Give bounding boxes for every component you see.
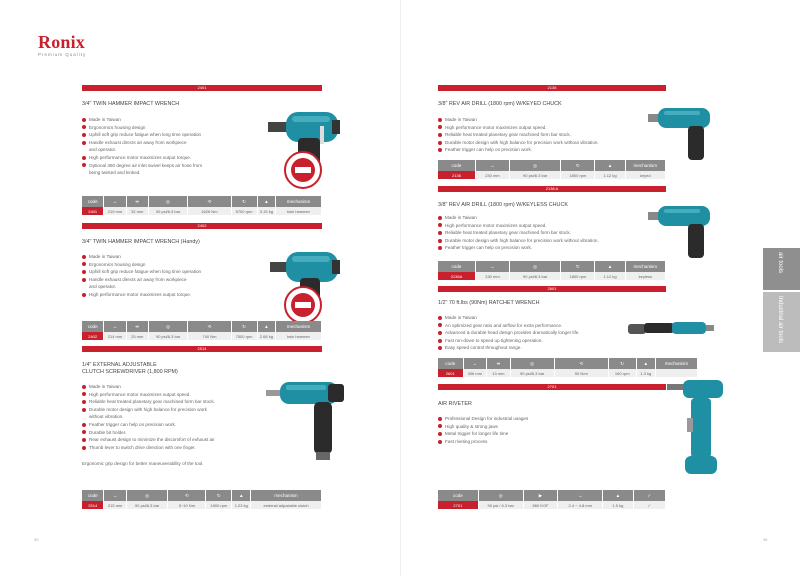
spec-code: 2514 (82, 501, 104, 509)
spec-torque: 5~10 Nm (168, 501, 206, 509)
feature-item: and operator. (89, 147, 117, 153)
feature-item: Handle exhaust directs air away from workpiece (82, 276, 257, 284)
air-pressure-icon: ◎ (510, 358, 554, 369)
spec-weight: 1.12 kg (595, 171, 625, 179)
drive-size-icon: ⇹ (487, 358, 511, 369)
rivet-size-icon: ↔ (558, 490, 603, 501)
feature-list-2402 (82, 253, 257, 299)
feature-list-2601 (438, 314, 628, 352)
product-title-2701: AIR RIVETER (438, 401, 472, 407)
feature-item: Reliable heat treated planetary gear machined form bar stock. (438, 229, 648, 237)
feature-item: Made in Taiwan (438, 314, 628, 322)
page-number-left: 30 (34, 537, 39, 542)
code-bar-2601: 2601 (438, 286, 666, 292)
air-pressure-icon: ◎ (509, 160, 560, 171)
feature-item: Made in Taiwan (82, 116, 257, 124)
warranty-seal-icon (283, 285, 323, 325)
code-header: code (82, 490, 104, 501)
spec-torque: 740 Nm (188, 332, 231, 340)
weight-icon: ▲ (595, 160, 625, 171)
length-icon: ↔ (475, 160, 509, 171)
torque-icon: ⟲ (168, 490, 206, 501)
air-drill-keyless-image (646, 198, 726, 263)
weight-icon: ▲ (603, 490, 633, 501)
spec-table-2402 (82, 321, 322, 340)
check-icon: ✓ (633, 490, 665, 501)
length-icon: ↔ (475, 261, 509, 272)
feature-item: High performance motor maximizes output speed. (438, 124, 648, 132)
spec-speed: 160 rpm (608, 369, 636, 377)
speed-icon: ↻ (561, 160, 595, 171)
brand-name: Ronix (38, 32, 86, 52)
spec-weight: 3.15 kg (257, 207, 275, 215)
feature-list-2401 (82, 116, 257, 177)
spec-mechanism: external adjustable clutch (251, 501, 322, 509)
feature-item: An optimized gear ratio and airflow for extra performance. (438, 322, 628, 330)
code-header: code (82, 321, 104, 332)
warranty-seal-icon (283, 150, 323, 190)
weight-icon: ▲ (232, 490, 251, 501)
spec-length: 230 mm (475, 171, 509, 179)
product-note-2514: Ergonomic grip design for better maneuverability of the tool. (82, 461, 204, 466)
spec-table-2136 (438, 160, 666, 179)
feature-item: Ergonomics housing design (82, 261, 257, 269)
feature-item: Durable motor design with high balance for precision work (82, 406, 262, 414)
spec-pressure: 90 psi/6.3 bar (148, 332, 188, 340)
product-title-2514 (82, 362, 178, 376)
air-pressure-icon: ◎ (478, 490, 523, 501)
feature-item: Durable motor design with high balance for precision work without vibration. (438, 237, 648, 245)
side-tab-label: Industrial air tools (777, 296, 783, 344)
weight-icon: ▲ (595, 261, 625, 272)
spec-mechanism: keyless (625, 272, 665, 280)
feature-item: Rear exhaust design to minimize the discomfort of exhaust air (82, 436, 262, 444)
spec-mechanism: keyed (625, 171, 665, 179)
spec-length: 214 mm (104, 332, 126, 340)
weight-icon: ▲ (257, 321, 275, 332)
code-bar-2401: 2401 (82, 85, 322, 91)
spec-check: ✓ (633, 501, 665, 509)
spec-length: 230 mm (475, 272, 509, 280)
feature-item: being twisted and kinked. (89, 170, 141, 176)
air-drill-keyed-image (646, 100, 726, 165)
spec-rivet-size: 2.4 ~ 4.8 mm (558, 501, 603, 509)
spec-length: 219 mm (104, 207, 126, 215)
spec-table-2601 (438, 358, 698, 377)
spec-pressure: 90 psi/6.3 bar (126, 501, 168, 509)
product-title-2601: 1/2" 70 ft.lbs (90Nm) RATCHET WRENCH (438, 300, 540, 306)
feature-list-2701 (438, 415, 598, 445)
spec-code: 2401 (82, 207, 104, 215)
speed-icon: ↻ (561, 261, 595, 272)
spec-mechanism: twin hammer (276, 207, 322, 215)
feature-item: Optional 360 degree air inlet swivel keeps air hose from (82, 162, 257, 170)
feature-item: Uphill soft grip reduce fatigue when long time operation (82, 131, 257, 139)
torque-icon: ⟲ (554, 358, 608, 369)
spec-table-2401 (82, 196, 322, 215)
code-header: code (438, 358, 463, 369)
air-riveter-image (663, 378, 733, 478)
product-title-2401: 3/4" TWIN HAMMER IMPACT WRENCH (82, 101, 180, 107)
spec-drive: 13 mm (487, 369, 511, 377)
spec-code: 2136A (438, 272, 475, 280)
spec-mechanism (655, 369, 697, 377)
feature-list-2136 (438, 116, 648, 154)
spec-code: 2601 (438, 369, 463, 377)
spec-table-2701 (438, 490, 666, 509)
product-title-2136: 3/8" REV AIR DRILL (1800 rpm) W/KEYED CHUCK (438, 101, 562, 107)
feature-item: Ergonomics housing design (82, 124, 257, 132)
screwdriver-image (262, 376, 352, 466)
length-icon: ↔ (104, 196, 126, 207)
spec-pressure: 90 psi/6.3 bar (510, 369, 554, 377)
code-header: code (82, 196, 104, 207)
spec-length: 215 mm (104, 501, 126, 509)
brand-tagline: Premium Quality (38, 52, 87, 57)
side-tab-industrial-air-tools[interactable] (763, 292, 800, 352)
air-pressure-icon: ◎ (126, 490, 168, 501)
spec-table-2136a (438, 261, 666, 280)
spec-drive: 25 mm (126, 332, 148, 340)
spec-weight: 1.3 kg (636, 369, 655, 377)
spec-pressure: 90 psi/6.3 bar (509, 171, 560, 179)
mechanism-header: mechanism (625, 261, 665, 272)
feature-item: High performance motor maximizes output torque. (82, 154, 257, 162)
feature-item: Made in Taiwan (82, 253, 257, 261)
spec-code: 2136 (438, 171, 475, 179)
feature-item: Durable motor design with high balance for precision work without vibration. (438, 139, 648, 147)
feature-item: Durable bit holder. (82, 429, 262, 437)
mechanism-header: mechanism (625, 160, 665, 171)
torque-icon: ⟲ (188, 196, 231, 207)
weight-icon: ▲ (636, 358, 655, 369)
feature-item: Made in Taiwan (82, 383, 262, 391)
spec-drive: 32 mm (126, 207, 148, 215)
length-icon: ↔ (463, 358, 487, 369)
spec-length: 306 mm (463, 369, 487, 377)
spec-pressure: 90 psi/6.3 bar (509, 272, 560, 280)
mechanism-header: mechanism (655, 358, 697, 369)
feature-item: High performance motor maximizes output torque. (82, 291, 257, 299)
speed-icon: ↻ (608, 358, 636, 369)
feature-item: Feather trigger can help on precision work. (438, 244, 648, 252)
length-icon: ↔ (104, 490, 126, 501)
drive-size-icon: ⇹ (126, 196, 148, 207)
product-title-line2: CLUTCH SCREWDRIVER (1,800 RPM) (82, 369, 178, 375)
feature-item: High performance motor maximizes output speed. (82, 391, 262, 399)
speed-icon: ↻ (231, 196, 257, 207)
torque-icon: ⟲ (188, 321, 231, 332)
feature-item: and operator. (89, 284, 117, 290)
feature-item: High quality & strong jaws (438, 423, 598, 431)
feature-item: Thumb lever to switch drive direction with one finger. (82, 444, 262, 452)
feature-item: High performance motor maximizes output speed. (438, 222, 648, 230)
feature-item: without vibration. (89, 414, 124, 420)
spec-code: 2701 (438, 501, 478, 509)
feature-item: Handle exhaust directs air away from workpiece (82, 139, 257, 147)
ratchet-wrench-image (626, 312, 716, 342)
mechanism-header: mechanism (276, 321, 322, 332)
code-header: code (438, 490, 478, 501)
spec-table-2514 (82, 490, 322, 509)
feature-list-2514 (82, 383, 262, 451)
code-bar-2514: 2514 (82, 346, 322, 352)
feature-item: Uphill soft grip reduce fatigue when long time operation (82, 268, 257, 276)
spec-speed: 1800 rpm (206, 501, 232, 509)
spec-torque: 1626 Nm (188, 207, 231, 215)
spec-speed: 7500 rpm (231, 332, 257, 340)
side-tab-air-tools[interactable] (763, 248, 800, 290)
code-header: code (438, 261, 475, 272)
speed-icon: ↻ (231, 321, 257, 332)
spec-code: 2402 (82, 332, 104, 340)
feature-item: Made in Taiwan (438, 214, 648, 222)
air-pressure-icon: ◎ (148, 321, 188, 332)
mechanism-header: mechanism (276, 196, 322, 207)
feature-item: Reliable heat treated planetary gear machined form bar stock. (438, 131, 648, 139)
code-bar-2136a: 2136 A (438, 186, 666, 192)
spec-pressure: 90 psi / 6.3 bar (478, 501, 523, 509)
spec-torque: 90 N•m (554, 369, 608, 377)
page-number-right: 36 (763, 537, 768, 542)
feature-item: Advanced & durable head design provides dramatically longer life. (438, 329, 628, 337)
mechanism-header: mechanism (251, 490, 322, 501)
spec-speed: 1800 rpm (561, 171, 595, 179)
spec-speed: 1800 rpm (561, 272, 595, 280)
spec-weight: 1.12 kg (595, 272, 625, 280)
spec-weight: 2.68 kg (257, 332, 275, 340)
feature-item: Fast riveting process (438, 438, 598, 446)
feature-item: Metal trigger for longer life time (438, 430, 598, 438)
product-title-2402: 3/4" TWIN HAMMER IMPACT WRENCH (Handy) (82, 239, 200, 245)
feature-item: Fast run-down to speed up tightening operation. (438, 337, 628, 345)
spec-weight: 1.23 kg (232, 501, 251, 509)
side-tab-label: air tools (777, 252, 783, 274)
feature-list-2136a (438, 214, 648, 252)
brand-logo (38, 33, 86, 57)
spec-pulling-force: 860 KGF (523, 501, 558, 509)
spec-speed: 5700 rpm (231, 207, 257, 215)
feature-item: Feather trigger can help on precision work. (438, 146, 648, 154)
feature-item: Easy speed control throughout range. (438, 344, 628, 352)
drive-size-icon: ⇹ (126, 321, 148, 332)
speed-icon: ↻ (206, 490, 232, 501)
code-header: code (438, 160, 475, 171)
code-bar-2402: 2402 (82, 223, 322, 229)
feature-item: Made in Taiwan (438, 116, 648, 124)
code-bar-2136: 2136 (438, 85, 666, 91)
spec-pressure: 90 psi/6.3 bar (148, 207, 188, 215)
pulling-force-icon: ▶ (523, 490, 558, 501)
feature-item: Feather trigger can help on precision work. (82, 421, 262, 429)
feature-item: Reliable heat treated planetary gear machined form bar stock. (82, 398, 262, 406)
weight-icon: ▲ (257, 196, 275, 207)
product-title-line1: 1/4" EXTERNAL ADJUSTABLE (82, 362, 157, 368)
length-icon: ↔ (104, 321, 126, 332)
code-bar-2701: 2701 (438, 384, 666, 390)
air-pressure-icon: ◎ (509, 261, 560, 272)
air-pressure-icon: ◎ (148, 196, 188, 207)
spec-weight: 1.5 kg (603, 501, 633, 509)
right-page (400, 0, 800, 576)
product-title-2136a: 3/8" REV AIR DRILL (1800 rpm) W/KEYLESS CHUCK (438, 202, 568, 208)
spec-mechanism: twin hammer (276, 332, 322, 340)
feature-item: Professional Design for industrial usages (438, 415, 598, 423)
